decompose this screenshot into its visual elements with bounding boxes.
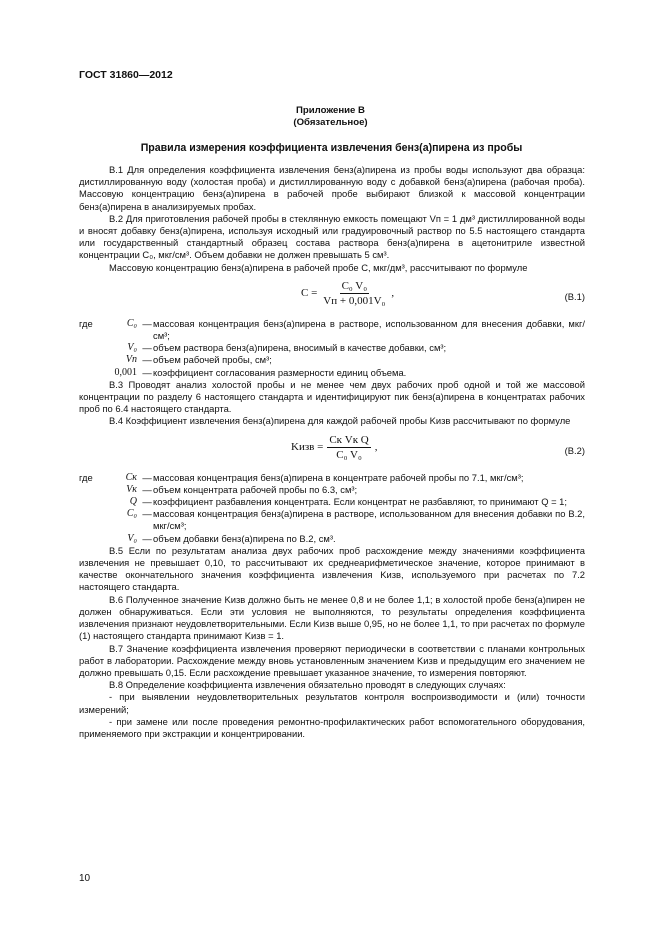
where-symbol: Vк: [126, 483, 137, 495]
document-code: ГОСТ 31860—2012: [79, 69, 173, 81]
where-lead: где: [79, 471, 93, 483]
paragraph-b4: В.4 Коэффициент извлечения бенз(а)пирена для каждой рабочей пробы Kизв рассчитывают по формуле: [109, 415, 571, 427]
appendix-body: [79, 164, 585, 740]
formula-b1-numerator: C₀ V₀: [340, 280, 370, 294]
where-text: объем раствора бенз(а)пирена, вносимый в качестве добавки, см³;: [153, 342, 447, 354]
where-list-b2: [79, 472, 585, 545]
paragraph-b6: В.6 Полученное значение Kизв должно быть не менее 0,8 и не более 1,1; в холостой пробе бенз(а)пирен не должен обнаруживаться. Если эти условия не выполняются, то результаты определения коэффициента извлечения признают неудовлетворительными. Если Kизв выше 0,95, но не более 1,1, то при расчетах по формуле (1) настоящего стандарта принимают Kизв = 1.: [79, 593, 585, 642]
page-number: 10: [79, 873, 91, 884]
where-lead: [79, 496, 109, 508]
where-dash: —: [142, 317, 152, 329]
where-lead: [79, 508, 109, 532]
formula-b1-tail: ,: [391, 287, 395, 300]
formula-b1: [79, 274, 585, 318]
where-lead: [79, 484, 109, 496]
formula-b2-tail: ,: [374, 441, 378, 454]
where-text: объем рабочей пробы, см³;: [153, 354, 272, 366]
where-lead: где: [79, 317, 93, 329]
where-text: коэффициент разбавления концентрата. Если концентрат не разбавляют, то принимают Q = 1;: [153, 496, 567, 508]
appendix-title: Правила измерения коэффициента извлечения бенз(а)пирена из пробы: [140, 142, 523, 154]
where-lead: [79, 342, 109, 354]
formula-b1-lhs: C =: [301, 287, 318, 300]
where-symbol: Q: [129, 496, 137, 508]
formula-b2-fraction: [327, 434, 370, 461]
where-dash: —: [142, 471, 152, 483]
where-lead: [79, 533, 109, 545]
where-dash: —: [142, 496, 152, 508]
where-dash: —: [142, 342, 152, 354]
where-symbol: V₀: [127, 342, 137, 354]
paragraph-b3: В.3 Проводят анализ холостой пробы и не менее чем двух рабочих проб одной и той же массовой концентрации по разделу 6 настоящего стандарта и идентифицируют пик бенз(а)пирена в концентратах рабочих проб по 6.4 настоящего стандарта.: [79, 378, 585, 415]
where-text: объем концентрата рабочей пробы по 6.3, см³;: [153, 483, 358, 495]
where-symbol: V₀: [127, 532, 137, 544]
formula-b2-number: (В.2): [564, 444, 585, 456]
where-dash: —: [142, 532, 152, 544]
paragraph-b2: В.2 Для приготовления рабочей пробы в стеклянную емкость помещают Vп = 1 дм³ дистиллированной воды и вносят добавку бенз(а)пирена, используя исходный или градуировочный раствор по 5.5 настоящего стандарта или государственный стандартный образец состава раствора бенз(а)пирена в ацетонитриле известной концентрации C₀, мкг/см³. Объем добавки не должен превышать 5 см³.: [79, 212, 585, 261]
paragraph-b8: В.8 Определение коэффициента извлечения обязательно проводят в следующих случаях:: [109, 679, 506, 691]
paragraph-b8-item-1: - при выявлении неудовлетворительных результатов контроля воспроизводимости и (или) точности измерений;: [79, 691, 585, 715]
where-symbol: C₀: [126, 508, 137, 520]
where-symbol: 0,001: [114, 366, 137, 378]
paragraph-b5: В.5 Если по результатам анализа двух рабочих проб расхождение между значениями коэффициента извлечения не превышает 0,10, то рассчитывают их среднеарифметическое значение, которое принимают в качестве окончательного значения коэффициента извлечения Kизв, используемого при расчетах по 7.2 настоящего стандарта.: [79, 544, 585, 593]
paragraph-b2-mass: Массовую концентрацию бенз(а)пирена в рабочей пробе C, мкг/дм³, рассчитывают по формуле: [109, 261, 528, 273]
where-text: массовая концентрация бенз(а)пирена в растворе, использованном для внесения добавки, мкг/см³;: [153, 317, 585, 342]
appendix-label: Приложение В: [296, 105, 365, 116]
where-lead: [79, 367, 109, 379]
where-text: объем добавки бенз(а)пирена по В.2, см³.: [153, 532, 336, 544]
where-list-b1: [79, 318, 585, 379]
formula-b2-denominator: C₀ V₀: [336, 448, 362, 461]
where-dash: —: [142, 483, 152, 495]
where-dash: —: [142, 354, 152, 366]
where-lead: [79, 354, 109, 366]
formula-b2-lhs: Kизв =: [291, 441, 324, 454]
where-symbol: Vп: [125, 354, 137, 366]
paragraph-b7: В.7 Значение коэффициента извлечения проверяют периодически в соответствии с планами контрольных работ в лаборатории. Расхождение между вновь установленным значением Kизв и предыдущим его значением не должно превышать 0,15. Если расхождение превышает указанное значение, то измерения повторяют.: [79, 642, 585, 678]
where-dash: —: [142, 508, 152, 520]
formula-b1-fraction: [321, 280, 387, 307]
paragraph-b1: В.1 Для определения коэффициента извлечения бенз(а)пирена из пробы воды используют два образца: дистиллированную воду (холостая проба) и дистиллированную воду с добавкой бенз(а)пирена (рабочая проба). Массовую концентрацию бенз(а)пирена в рабочей пробе выбирают близкой к массовой концентрации бенз(а)пирена в анализируемых пробах.: [79, 164, 585, 212]
where-text: коэффициент согласования размерности единиц объема.: [153, 366, 407, 378]
formula-b1-denominator: Vп + 0,001V₀: [323, 295, 386, 308]
where-symbol: C₀: [126, 317, 137, 329]
where-text: массовая концентрация бенз(а)пирена в концентрате рабочей пробы по 7.1, мкг/см³;: [153, 471, 524, 483]
appendix-status: (Обязательное): [293, 117, 368, 128]
formula-b1-number: (В.1): [564, 290, 585, 302]
where-dash: —: [142, 366, 152, 378]
formula-b2: [79, 428, 585, 472]
paragraph-b8-item-2: - при замене или после проведения ремонтно-профилактических работ вспомогательного оборудования, применяемого при экстракции и концентрировании.: [79, 715, 585, 739]
where-text: массовая концентрация бенз(а)пирена в растворе, использованном для внесения добавки по В.2, мкг/см³;: [153, 508, 585, 532]
formula-b2-numerator: Cк Vк Q: [327, 434, 370, 448]
where-symbol: Cк: [125, 471, 137, 483]
